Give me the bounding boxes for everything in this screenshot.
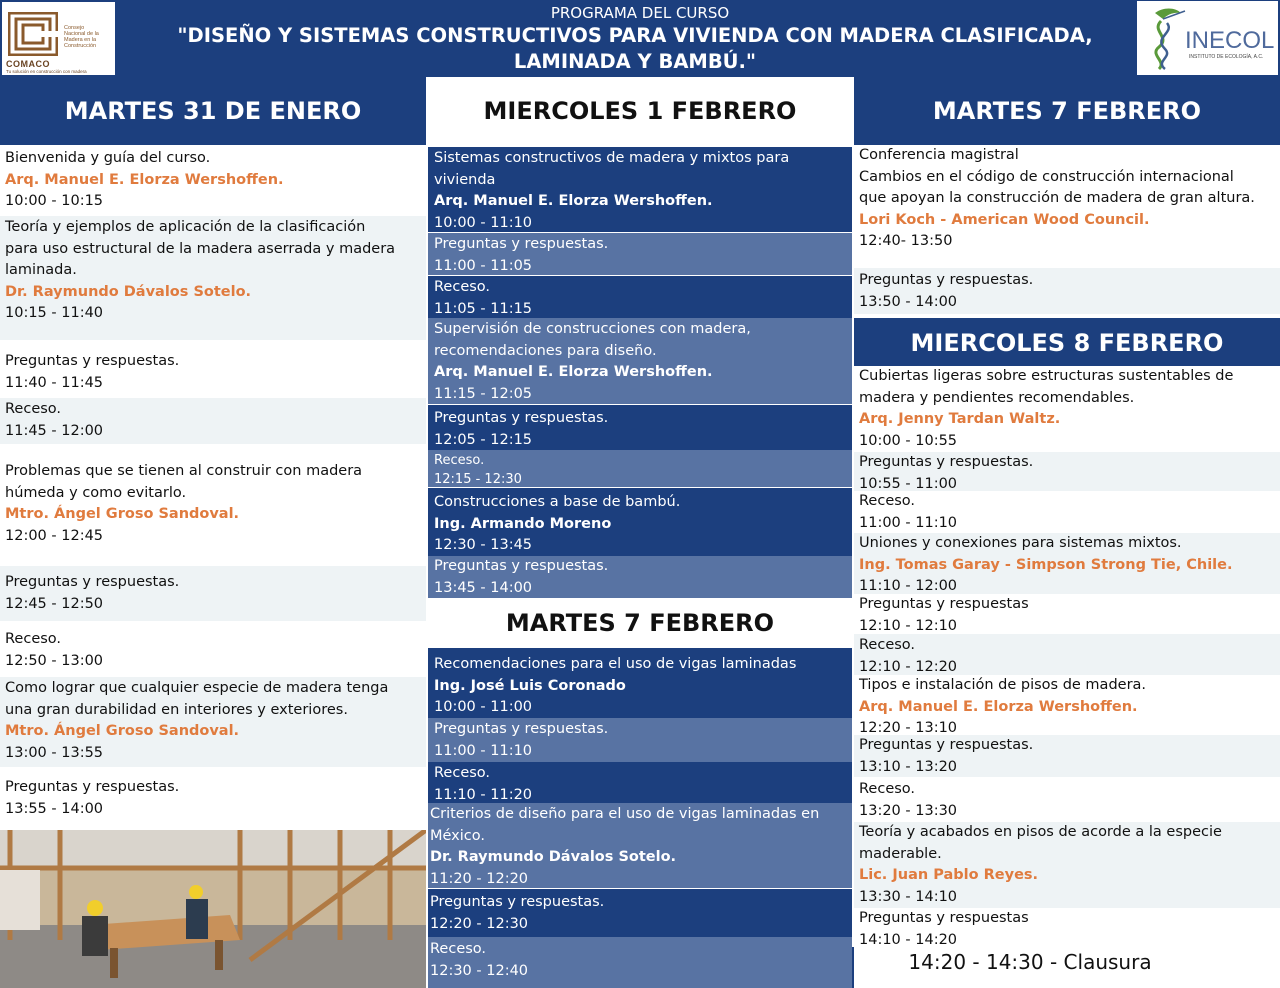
session-item: Cubiertas ligeras sobre estructuras sustentables de madera y pendientes recomendables. Arq. Jenny Tardan Waltz. 10:00 - 10:55 bbox=[854, 366, 1280, 452]
session-item: Tipos e instalación de pisos de madera. Arq. Manuel E. Elorza Wershoffen. 12:20 - 13:10 bbox=[854, 675, 1280, 735]
comaco-logo bbox=[2, 2, 115, 75]
break-item: Receso. 12:30 - 12:40 bbox=[428, 937, 852, 988]
course-title: "DISEÑO Y SISTEMAS CONSTRUCTIVOS PARA VIVIENDA CON MADERA CLASIFICADA, LAMINADA Y BAMBÚ." bbox=[177, 24, 1093, 73]
closing-line: 14:20 - 14:30 - Clausura bbox=[908, 950, 1152, 974]
break-item: Receso. 11:00 - 11:10 bbox=[854, 491, 1280, 533]
break-item: Receso. 13:20 - 13:30 bbox=[854, 779, 1280, 821]
comaco-tagline: Tu solución en construcción con madera bbox=[6, 69, 87, 74]
break-item: Receso. 12:15 - 12:30 bbox=[428, 450, 852, 487]
qa-item: Preguntas y respuestas. 13:45 - 14:00 bbox=[428, 556, 852, 598]
qa-item: Preguntas y respuestas. 11:00 - 11:10 bbox=[428, 718, 852, 762]
inecol-subtitle: INSTITUTO DE ECOLOGÍA, A.C. bbox=[1189, 54, 1264, 60]
break-item: Receso. 11:05 - 11:15 bbox=[428, 276, 852, 318]
qa-item: Preguntas y respuestas 12:10 - 12:10 bbox=[854, 594, 1280, 634]
qa-item: Preguntas y respuestas. 10:55 - 11:00 bbox=[854, 452, 1280, 492]
session-item: Supervisión de construcciones con madera, recomendaciones para diseño. Arq. Manuel E. Elorza Wershoffen. 11:15 - 12:05 bbox=[428, 318, 852, 404]
qa-item: Preguntas y respuestas 14:10 - 14:20 bbox=[854, 908, 1280, 950]
qa-item: Preguntas y respuestas. 13:55 - 14:00 bbox=[0, 768, 426, 828]
hummingbird-dna-icon bbox=[1141, 3, 1187, 73]
session-item: Bienvenida y guía del curso. Arq. Manuel E. Elorza Wershoffen. 10:00 - 10:15 bbox=[0, 147, 426, 214]
construction-photo bbox=[0, 830, 426, 988]
qa-item: Preguntas y respuestas. 12:05 - 12:15 bbox=[428, 405, 852, 450]
comaco-brand: COMACO bbox=[6, 59, 50, 69]
break-item: Receso. 11:45 - 12:00 bbox=[0, 398, 426, 444]
qa-item: Preguntas y respuestas. 12:45 - 12:50 bbox=[0, 566, 426, 621]
session-item: Como lograr que cualquier especie de madera tenga una gran durabilidad en interiores y exteriores. Mtro. Ángel Groso Sandoval. 13:00 - 13:55 bbox=[0, 677, 426, 767]
col3-heading-2: MIERCOLES 8 FEBRERO bbox=[854, 318, 1280, 368]
col2-heading: MIERCOLES 1 FEBRERO bbox=[428, 77, 852, 145]
col2-heading-2: MARTES 7 FEBRERO bbox=[428, 599, 852, 647]
page-header bbox=[0, 0, 1280, 77]
qa-item: Preguntas y respuestas. 12:20 - 12:30 bbox=[428, 889, 852, 937]
qa-item: Preguntas y respuestas. 11:00 - 11:05 bbox=[428, 233, 852, 275]
col3-heading: MARTES 7 FEBRERO bbox=[854, 77, 1280, 145]
session-item: Uniones y conexiones para sistemas mixtos. Ing. Tomas Garay - Simpson Strong Tie, Chile. 11:10 - 12:00 bbox=[854, 533, 1280, 595]
session-item: Construcciones a base de bambú. Ing. Armando Moreno 12:30 - 13:45 bbox=[428, 488, 852, 557]
session-item: Criterios de diseño para el uso de vigas laminadas en México. Dr. Raymundo Dávalos Sotelo. 11:20 - 12:20 bbox=[428, 803, 852, 888]
session-item: Sistemas constructivos de madera y mixtos para vivienda Arq. Manuel E. Elorza Wershoffen. 10:00 - 11:10 bbox=[428, 147, 852, 232]
program-kicker: PROGRAMA DEL CURSO bbox=[550, 4, 730, 22]
inecol-name: INECOL bbox=[1185, 27, 1275, 54]
session-item: Teoría y acabados en pisos de acorde a la especie maderable. Lic. Juan Pablo Reyes. 13:30 - 14:10 bbox=[854, 822, 1280, 908]
break-item: Receso. 12:50 - 13:00 bbox=[0, 623, 426, 678]
column-divider bbox=[852, 947, 854, 988]
col1-heading: MARTES 31 DE ENERO bbox=[0, 77, 426, 145]
comaco-full-name: Consejo Nacional de la Madera en la Construcción bbox=[64, 25, 99, 49]
session-item: Problemas que se tienen al construir con madera húmeda y como evitarlo. Mtro. Ángel Groso Sandoval. 12:00 - 12:45 bbox=[0, 446, 426, 564]
comaco-mark-icon bbox=[8, 12, 58, 56]
inecol-logo bbox=[1137, 1, 1278, 75]
session-item: Teoría y ejemplos de aplicación de la clasificación para uso estructural de la madera aserrada y madera laminada. Dr. Raymundo Dávalos Sotelo. 10:15 - 11:40 bbox=[0, 216, 426, 340]
qa-item: Preguntas y respuestas. 13:50 - 14:00 bbox=[854, 268, 1280, 314]
session-item: Recomendaciones para el uso de vigas laminadas Ing. José Luis Coronado 10:00 - 11:00 bbox=[428, 648, 852, 718]
break-item: Receso. 11:10 - 11:20 bbox=[428, 762, 852, 804]
session-item: Conferencia magistral Cambios en el código de construcción internacional que apoyan la construcción de madera de gran altura. Lori Koch - American Wood Council. 12:40- 13:50 bbox=[854, 145, 1280, 263]
qa-item: Preguntas y respuestas. 13:10 - 13:20 bbox=[854, 735, 1280, 777]
break-item: Receso. 12:10 - 12:20 bbox=[854, 634, 1280, 676]
qa-item: Preguntas y respuestas. 11:40 - 11:45 bbox=[0, 342, 426, 397]
